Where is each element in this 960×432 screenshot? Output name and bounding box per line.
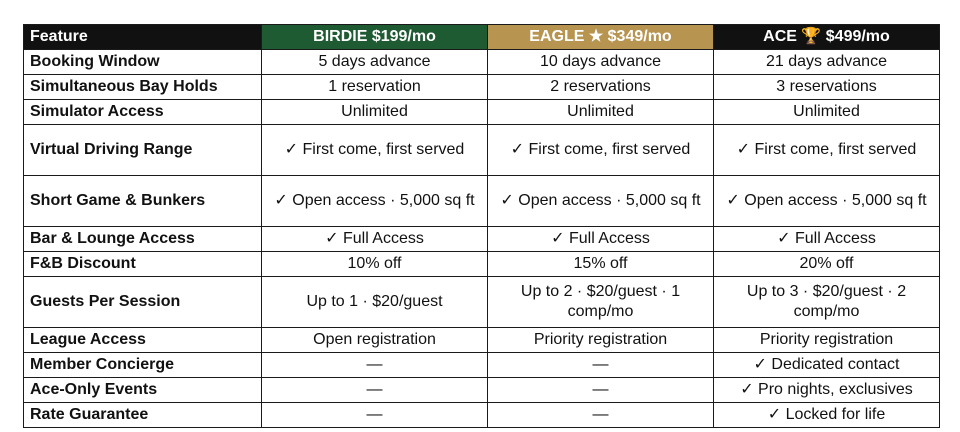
table-row bbox=[24, 176, 940, 227]
birdie-value: — bbox=[262, 353, 488, 378]
table-row bbox=[24, 403, 940, 428]
birdie-tier-header: BIRDIE $199/mo bbox=[262, 25, 488, 50]
feature-name: Guests Per Session bbox=[24, 277, 262, 328]
feature-name: Ace-Only Events bbox=[24, 378, 262, 403]
eagle-value: ✓ Full Access bbox=[488, 227, 714, 252]
ace-value: ✓ Full Access bbox=[714, 227, 940, 252]
birdie-value: Open registration bbox=[262, 328, 488, 353]
birdie-value: — bbox=[262, 403, 488, 428]
eagle-value: 2 reservations bbox=[488, 75, 714, 100]
eagle-value: Up to 2 · $20/guest · 1 comp/mo bbox=[488, 277, 714, 328]
table-row bbox=[24, 75, 940, 100]
eagle-value: — bbox=[488, 403, 714, 428]
feature-name: League Access bbox=[24, 328, 262, 353]
birdie-value: 5 days advance bbox=[262, 50, 488, 75]
feature-name: Virtual Driving Range bbox=[24, 125, 262, 176]
membership-comparison-table bbox=[23, 24, 940, 428]
eagle-value: ✓ First come, first served bbox=[488, 125, 714, 176]
table-row bbox=[24, 353, 940, 378]
eagle-value: — bbox=[488, 353, 714, 378]
eagle-value: 15% off bbox=[488, 252, 714, 277]
ace-value: ✓ First come, first served bbox=[714, 125, 940, 176]
ace-value: 20% off bbox=[714, 252, 940, 277]
feature-name: F&B Discount bbox=[24, 252, 262, 277]
ace-value: 21 days advance bbox=[714, 50, 940, 75]
feature-name: Short Game & Bunkers bbox=[24, 176, 262, 227]
feature-name: Member Concierge bbox=[24, 353, 262, 378]
ace-value: Priority registration bbox=[714, 328, 940, 353]
header-row bbox=[24, 25, 940, 50]
birdie-value: Up to 1 · $20/guest bbox=[262, 277, 488, 328]
table-row bbox=[24, 277, 940, 328]
eagle-value: Unlimited bbox=[488, 100, 714, 125]
table-row bbox=[24, 125, 940, 176]
ace-value: ✓ Locked for life bbox=[714, 403, 940, 428]
ace-value: ✓ Dedicated contact bbox=[714, 353, 940, 378]
table-row bbox=[24, 252, 940, 277]
birdie-value: ✓ Full Access bbox=[262, 227, 488, 252]
ace-value: ✓ Pro nights, exclusives bbox=[714, 378, 940, 403]
birdie-value: 10% off bbox=[262, 252, 488, 277]
birdie-value: 1 reservation bbox=[262, 75, 488, 100]
feature-column-header: Feature bbox=[24, 25, 262, 50]
table-row bbox=[24, 227, 940, 252]
table-row bbox=[24, 50, 940, 75]
eagle-value: Priority registration bbox=[488, 328, 714, 353]
birdie-value: ✓ Open access · 5,000 sq ft bbox=[262, 176, 488, 227]
ace-value: ✓ Open access · 5,000 sq ft bbox=[714, 176, 940, 227]
ace-value: Up to 3 · $20/guest · 2 comp/mo bbox=[714, 277, 940, 328]
eagle-tier-header: EAGLE ★ $349/mo bbox=[488, 25, 714, 50]
eagle-value: ✓ Open access · 5,000 sq ft bbox=[488, 176, 714, 227]
feature-name: Simulator Access bbox=[24, 100, 262, 125]
table-row bbox=[24, 378, 940, 403]
eagle-value: 10 days advance bbox=[488, 50, 714, 75]
birdie-value: — bbox=[262, 378, 488, 403]
feature-name: Bar & Lounge Access bbox=[24, 227, 262, 252]
eagle-value: — bbox=[488, 378, 714, 403]
table-row bbox=[24, 100, 940, 125]
ace-value: Unlimited bbox=[714, 100, 940, 125]
feature-name: Simultaneous Bay Holds bbox=[24, 75, 262, 100]
ace-tier-header: ACE 🏆 $499/mo bbox=[714, 25, 940, 50]
feature-name: Rate Guarantee bbox=[24, 403, 262, 428]
feature-name: Booking Window bbox=[24, 50, 262, 75]
ace-value: 3 reservations bbox=[714, 75, 940, 100]
birdie-value: Unlimited bbox=[262, 100, 488, 125]
birdie-value: ✓ First come, first served bbox=[262, 125, 488, 176]
table-row bbox=[24, 328, 940, 353]
